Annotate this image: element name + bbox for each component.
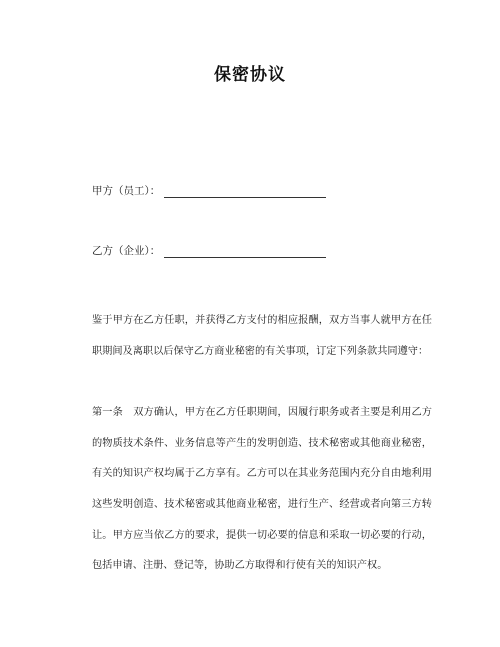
party-b-label: 乙方（企业）：: [92, 245, 161, 257]
document-title: 保密协议: [214, 65, 286, 85]
party-a-label: 甲方（员工）：: [92, 185, 161, 197]
party-a-line: [92, 183, 326, 198]
article-1-paragraph: 第一条 双方确认，甲方在乙方任职期间，因履行职务或者主要是利用乙方的物质技术条件、业务信息等产生的发明创造、技术秘密或其他商业秘密，有关的知识产权均属于乙方享有。乙方可以在其业务范围内充分自由地利用这些发明创造、技术秘密或其他商业秘密，进行生产、经营或者向第三方转让。甲方应当依乙方的要求，提供一切必要的信息和采取一切必要的行动，包括申请、注册、登记等，协助乙方取得和行使有关的知识产权。: [92, 407, 432, 572]
party-b-line: [92, 243, 326, 258]
party-a-blank: [164, 185, 326, 198]
party-b-blank: [164, 245, 326, 258]
intro-paragraph: 鉴于甲方在乙方任职，并获得乙方支付的相应报酬，双方当事人就甲方在任职期间及离职以后保守乙方商业秘密的有关事项，订定下列条款共同遵守：: [92, 315, 432, 357]
